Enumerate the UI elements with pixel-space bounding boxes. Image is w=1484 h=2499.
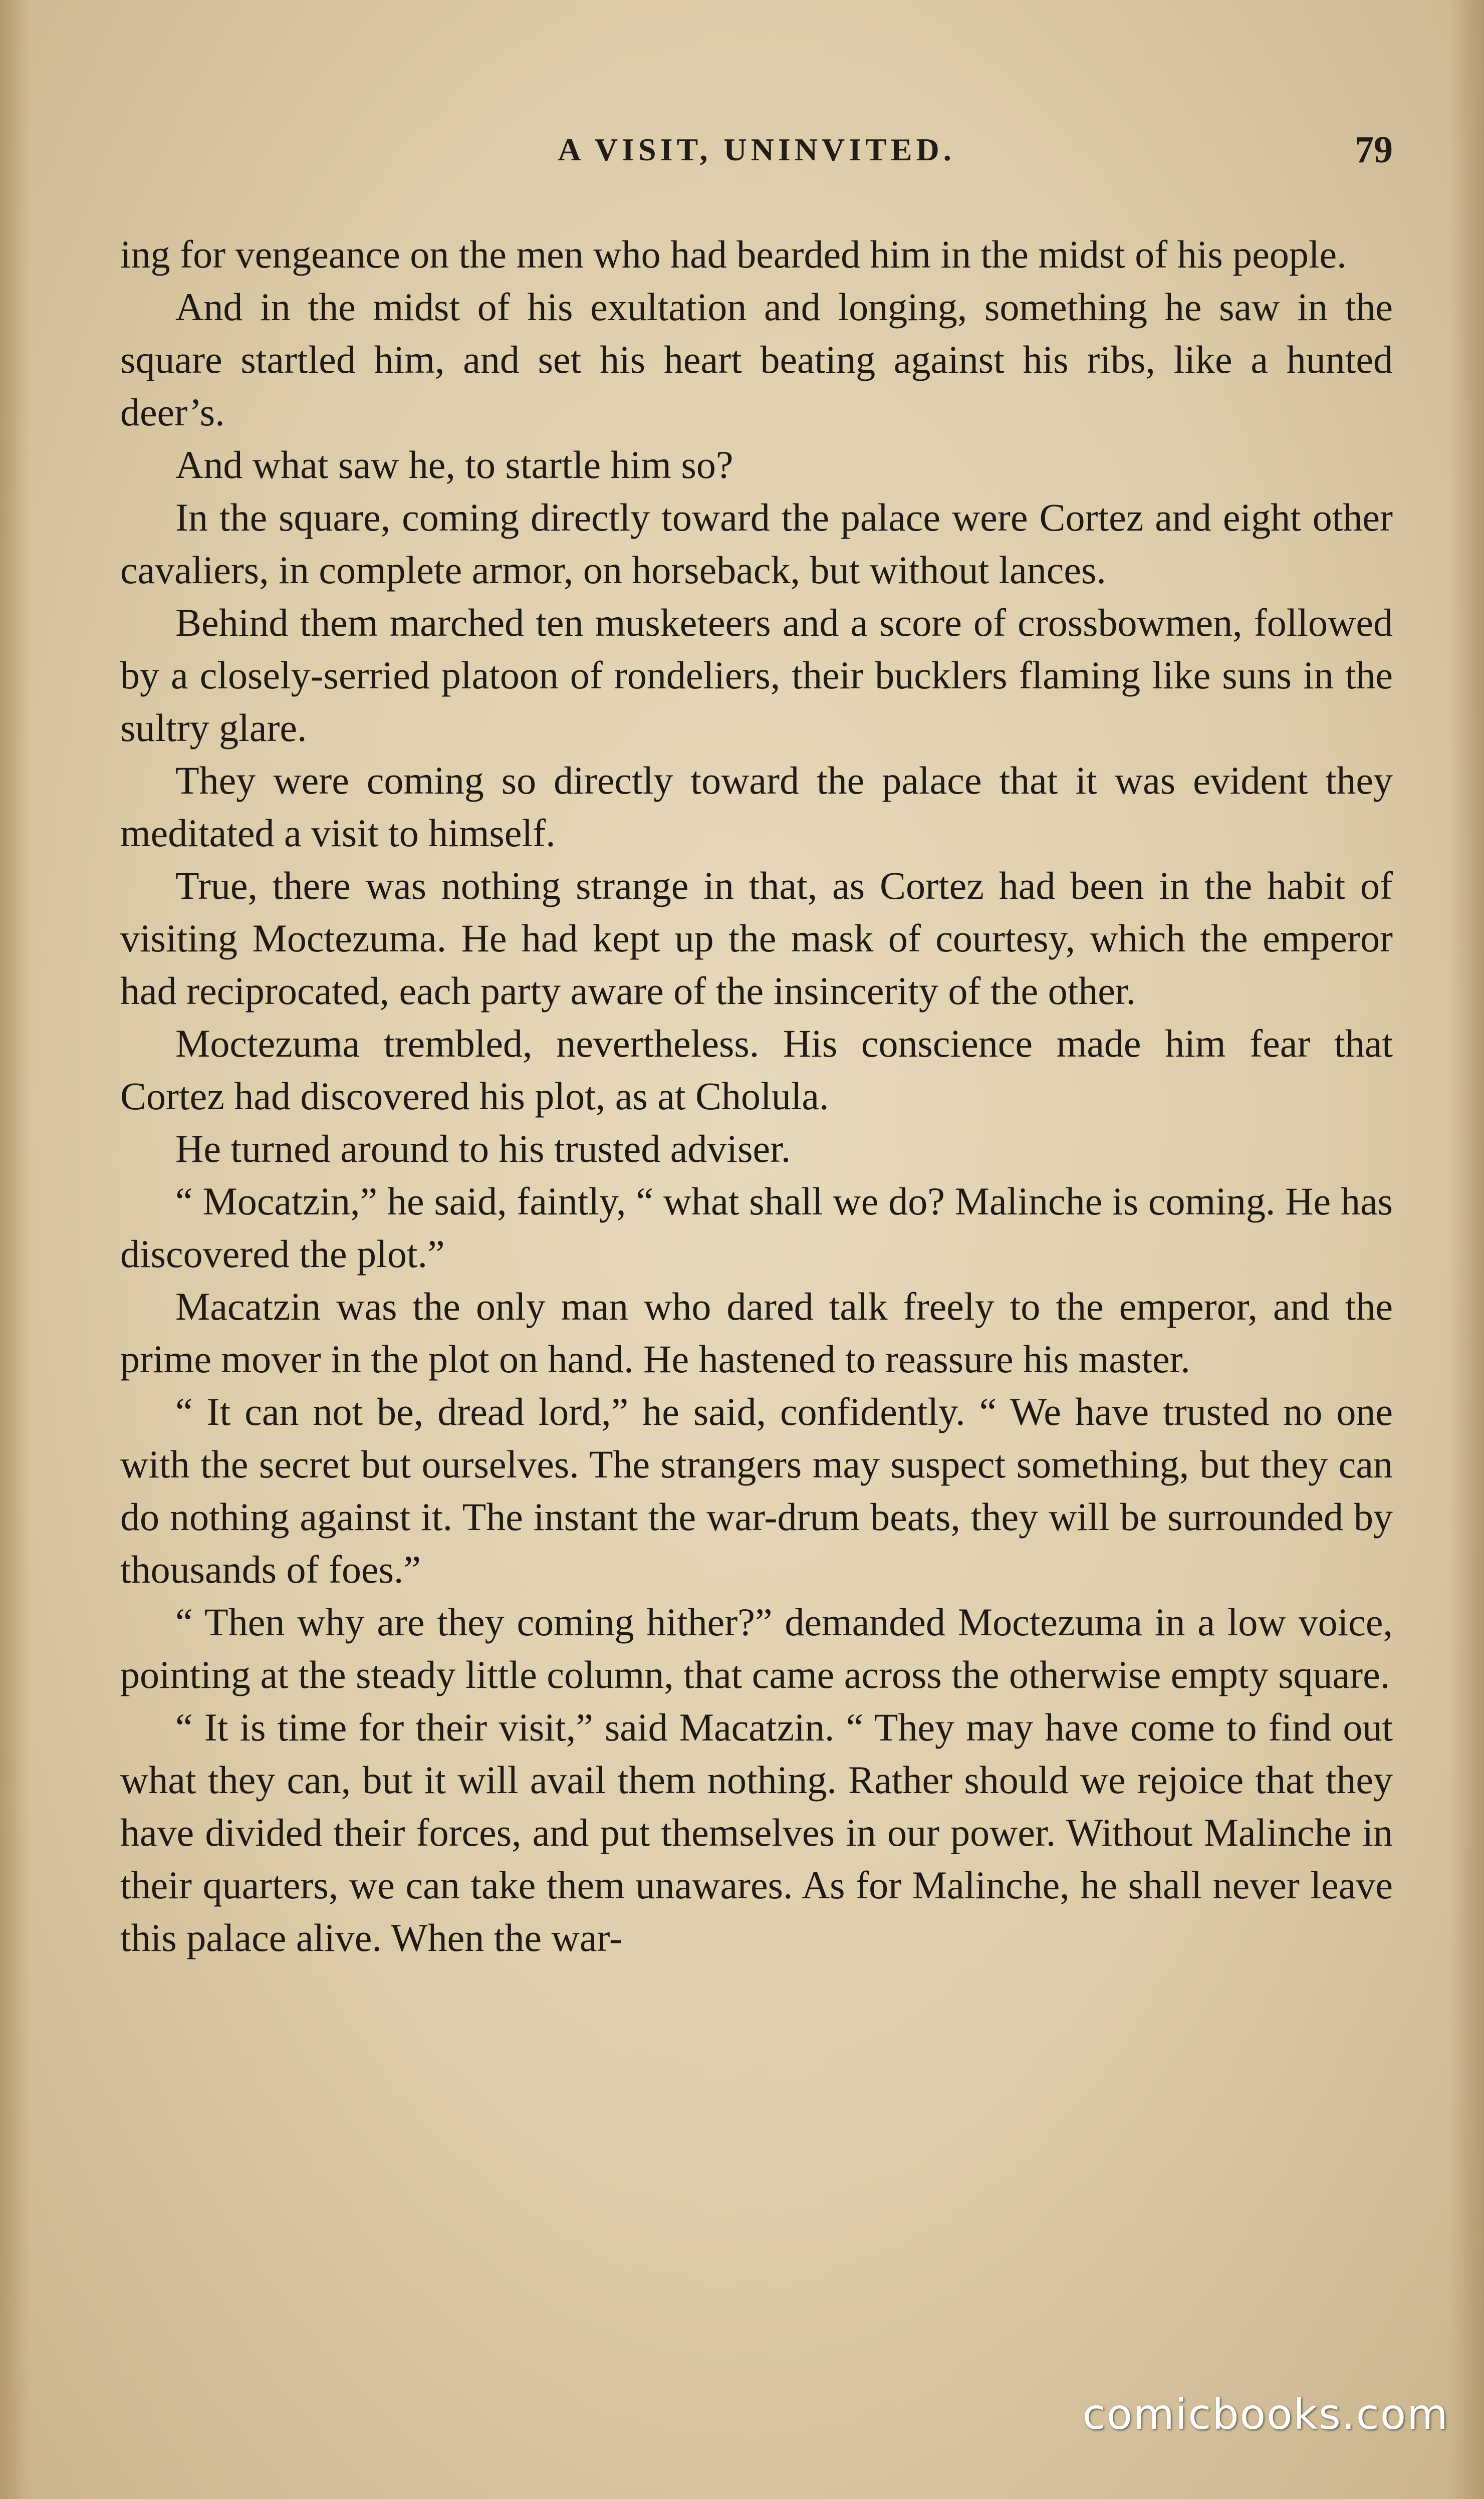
paragraph: And in the midst of his exultation and longing, something he saw in the square startled him, and set his heart beating against his ribs, like a hunted deer’s. xyxy=(120,285,1393,434)
paragraph: In the square, coming directly toward the palace were Cortez and eight other cavaliers, in complete armor, on horseback, but without lances. xyxy=(120,495,1393,592)
paragraph: Macatzin was the only man who dared talk freely to the emperor, and the prime mover in the plot on hand. He hastened to reassure his master. xyxy=(120,1285,1393,1381)
page-number: 79 xyxy=(1355,129,1393,171)
body-text xyxy=(120,228,1393,1964)
paragraph: And what saw he, to startle him so? xyxy=(175,443,733,486)
paragraph: “ Then why are they coming hither?” demanded Moctezuma in a low voice, pointing at the steady little column, that came across the otherwise empty square. xyxy=(120,1600,1393,1696)
paragraph: ing for vengeance on the men who had bearded him in the midst of his people. xyxy=(120,232,1347,276)
paragraph: They were coming so directly toward the palace that it was evident they meditated a visit to himself. xyxy=(120,759,1393,855)
running-title: A VISIT, UNINVITED. xyxy=(558,132,955,167)
watermark: comicbooks.com xyxy=(1082,2390,1449,2439)
page-edge-left xyxy=(0,0,30,2499)
page-edge-right xyxy=(1449,0,1484,2499)
paragraph: “ It is time for their visit,” said Macatzin. “ They may have come to find out what they can, but it will avail them nothing. Rather should we rejoice that they have divided their forces, and put themselves in our power. Without Malinche in their quarters, we can take them unawares. As for Malinche, he shall never leave this palace alive. When the war- xyxy=(120,1705,1393,1959)
paragraph: “ Mocatzin,” he said, faintly, “ what shall we do? Malinche is coming. He has discovered the plot.” xyxy=(120,1179,1393,1276)
paragraph: “ It can not be, dread lord,” he said, confidently. “ We have trusted no one with the secret but ourselves. The strangers may suspect something, but they can do nothing against it. The instant the war-drum beats, they will be surrounded by thousands of foes.” xyxy=(120,1390,1393,1591)
paragraph: Behind them marched ten musketeers and a score of crossbowmen, followed by a closely-serried platoon of rondeliers, their bucklers flaming like suns in the sultry glare. xyxy=(120,601,1393,749)
running-header xyxy=(120,131,1393,186)
paragraph: Moctezuma trembled, nevertheless. His conscience made him fear that Cortez had discovered his plot, as at Cholula. xyxy=(120,1022,1393,1118)
paragraph: True, there was nothing strange in that, as Cortez had been in the habit of visiting Moctezuma. He had kept up the mask of courtesy, which the emperor had reciprocated, each party aware of the insincerity of the other. xyxy=(120,864,1393,1013)
paragraph: He turned around to his trusted adviser. xyxy=(175,1127,791,1170)
